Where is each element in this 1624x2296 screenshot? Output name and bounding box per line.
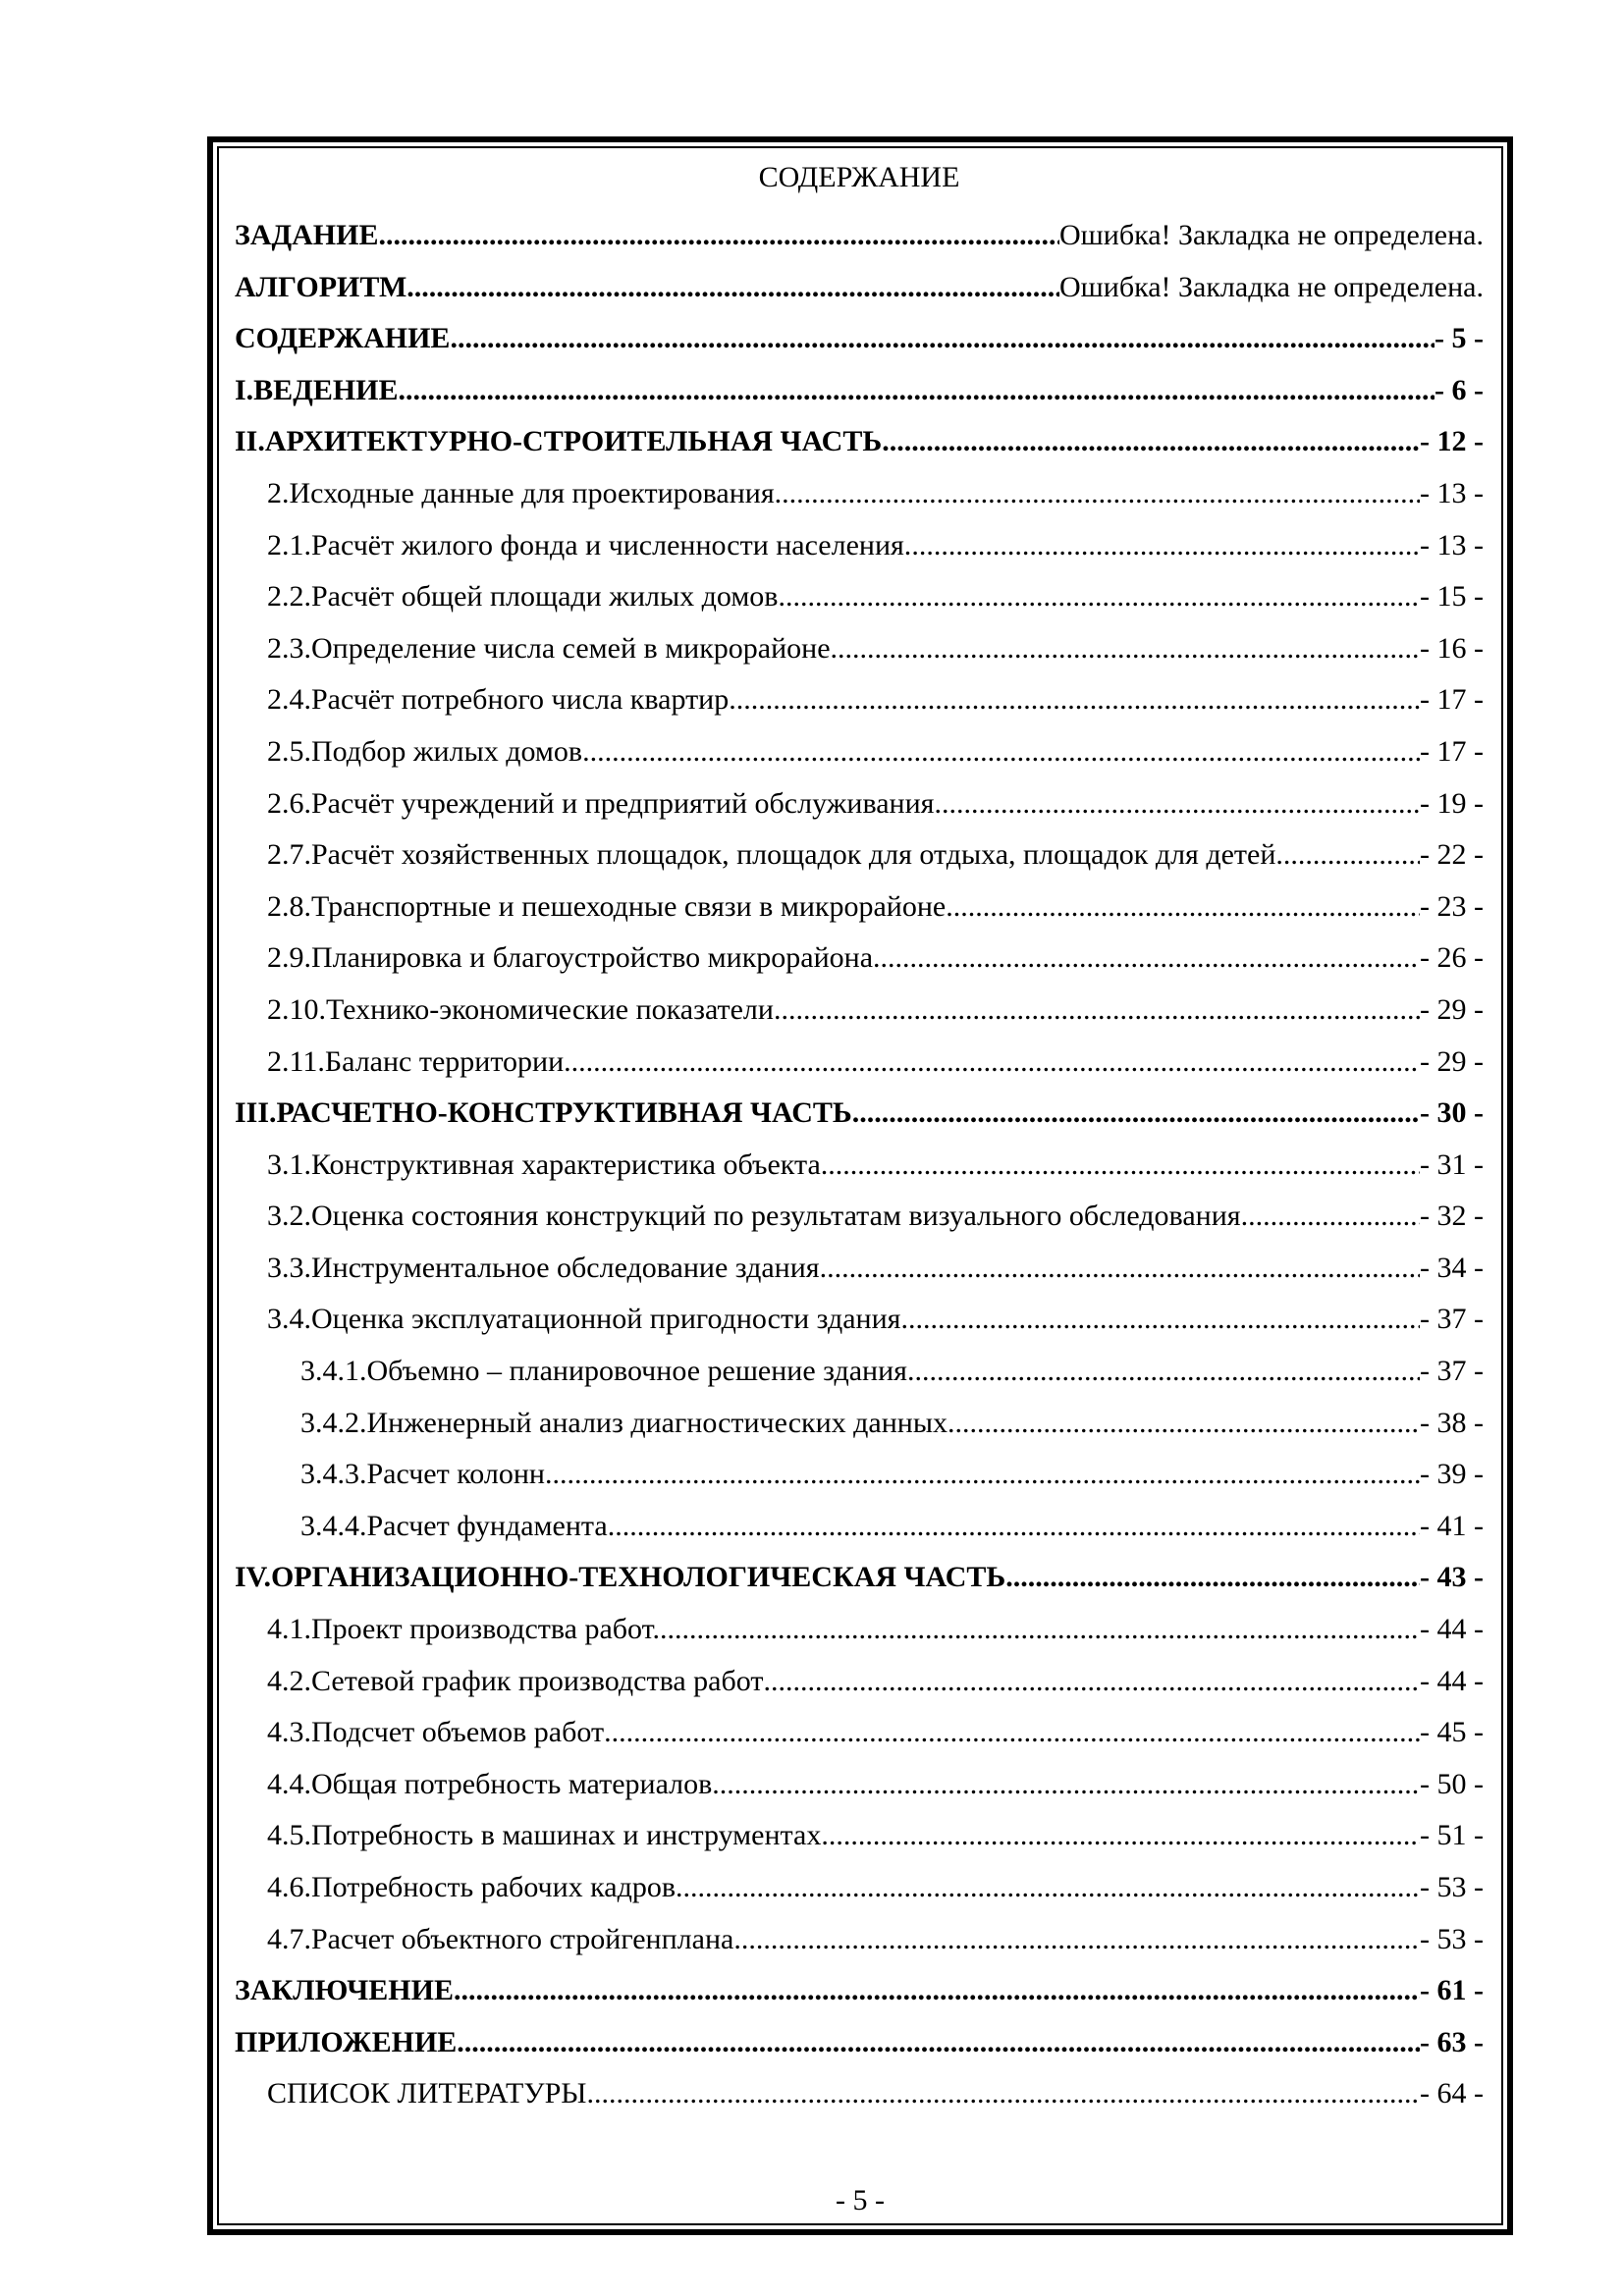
toc-entry[interactable] <box>235 1965 1484 2017</box>
toc-dot-leader <box>399 365 1435 417</box>
toc-dot-leader <box>1005 1552 1420 1604</box>
toc-entry-page: - 13 - <box>1420 528 1484 561</box>
toc-dot-leader <box>552 1449 1420 1501</box>
toc-dot-leader <box>378 210 1059 262</box>
toc-entry-page: - 23 - <box>1420 889 1484 923</box>
toc-entry[interactable] <box>235 1604 1484 1656</box>
toc-entry-page: - 17 - <box>1420 683 1484 717</box>
toc-entry-label: 2.5.Подбор жилых домов <box>267 734 583 768</box>
document-content <box>235 152 1484 2120</box>
toc-entry[interactable] <box>235 2017 1484 2069</box>
toc-entry-label: СОДЕРЖАНИЕ <box>235 322 451 355</box>
toc-entry[interactable] <box>235 210 1484 262</box>
toc-entry-label: ЗАДАНИЕ <box>235 219 379 251</box>
toc-entry-label: 4.3.Подсчет объемов работ <box>267 1716 605 1749</box>
toc-entry-label: I.ВЕДЕНИЕ <box>235 373 399 406</box>
toc-entry-page: - 12 - <box>1420 425 1484 458</box>
toc-dot-leader <box>406 262 1059 314</box>
toc-entry-label: 3.4.1.Объемно – планировочное решение здания <box>300 1355 907 1388</box>
toc-entry-page: - 38 - <box>1420 1406 1484 1439</box>
toc-entry-page: - 39 - <box>1420 1458 1484 1491</box>
toc-entry[interactable] <box>235 1398 1484 1450</box>
toc-entry[interactable] <box>235 1707 1484 1759</box>
toc-entry-page: - 43 - <box>1420 1561 1484 1594</box>
toc-entry-page: Ошибка! Закладка не определена. <box>1059 219 1484 251</box>
toc-dot-leader <box>733 1914 1420 1966</box>
toc-entry-label: ЗАКЛЮЧЕНИЕ <box>235 1974 454 2007</box>
toc-entry[interactable] <box>235 1346 1484 1398</box>
toc-entry[interactable] <box>235 365 1484 417</box>
toc-entry[interactable] <box>235 1449 1484 1501</box>
toc-dot-leader <box>450 313 1435 365</box>
toc-dot-leader <box>778 571 1420 623</box>
toc-entry-page: - 53 - <box>1420 1871 1484 1903</box>
toc-entry[interactable] <box>235 1088 1484 1140</box>
toc-entry-page: - 37 - <box>1420 1355 1484 1388</box>
toc-entry[interactable] <box>235 313 1484 365</box>
toc-dot-leader <box>821 1810 1420 1862</box>
toc-entry[interactable] <box>235 2068 1484 2120</box>
toc-entry[interactable] <box>235 1656 1484 1708</box>
toc-dot-leader <box>582 726 1420 778</box>
toc-entry-label: 4.7.Расчет объектного стройгенплана <box>267 1922 734 1955</box>
toc-dot-leader <box>608 1501 1420 1553</box>
toc-entry-label: 4.2.Сетевой график производства работ <box>267 1664 764 1697</box>
toc-heading: СОДЕРЖАНИЕ <box>758 161 960 193</box>
toc-entry[interactable] <box>235 1191 1484 1243</box>
toc-entry[interactable] <box>235 1552 1484 1604</box>
toc-dot-leader <box>660 1604 1420 1656</box>
toc-dot-leader <box>900 1294 1420 1346</box>
toc-dot-leader <box>586 2068 1420 2120</box>
toc-entry-label: 4.4.Общая потребность материалов <box>267 1767 713 1800</box>
toc-dot-leader <box>852 1088 1420 1140</box>
toc-entry[interactable] <box>235 1037 1484 1089</box>
toc-entry[interactable] <box>235 1810 1484 1862</box>
toc-entry-label: 2.Исходные данные для проектирования. <box>267 476 783 509</box>
toc-entry-label: 2.3.Определение числа семей в микрорайоне <box>267 631 831 665</box>
toc-entry-page: - 50 - <box>1420 1767 1484 1800</box>
toc-entry[interactable] <box>235 1294 1484 1346</box>
toc-dot-leader <box>604 1707 1420 1759</box>
toc-dot-leader <box>947 1398 1420 1450</box>
toc-entry-label: 3.4.Оценка эксплуатационной пригодности здания <box>267 1303 901 1336</box>
toc-entry-label: 2.4.Расчёт потребного числа квартир <box>267 683 730 717</box>
toc-entry-label: 2.10.Технико-экономические показатели <box>267 992 774 1026</box>
toc-dot-leader <box>907 1346 1420 1398</box>
toc-entry-page: - 44 - <box>1420 1613 1484 1646</box>
toc-entry-label: 3.2.Оценка состояния конструкций по результатам визуального обследования <box>267 1200 1241 1233</box>
toc-entry[interactable] <box>235 1759 1484 1811</box>
toc-dot-leader <box>571 1037 1420 1089</box>
toc-entry-page: - 6 - <box>1435 373 1484 406</box>
toc-entry-page: - 26 - <box>1420 941 1484 975</box>
toc-entry[interactable] <box>235 571 1484 623</box>
toc-dot-leader <box>457 2017 1420 2069</box>
toc-entry-page: - 63 - <box>1420 2025 1484 2058</box>
toc-dot-leader <box>1241 1191 1420 1243</box>
toc-entry[interactable] <box>235 262 1484 314</box>
toc-entry[interactable] <box>235 829 1484 881</box>
toc-entry[interactable] <box>235 1914 1484 1966</box>
toc-entry-page: - 53 - <box>1420 1922 1484 1955</box>
toc-entry-page: - 5 - <box>1435 322 1484 355</box>
toc-entry-page: - 15 - <box>1420 580 1484 614</box>
toc-entry-label: 2.1.Расчёт жилого фонда и численности населения. <box>267 528 912 561</box>
toc-entry-label: 3.4.4.Расчет фундамента <box>300 1509 608 1542</box>
toc-entry-label: II.АРХИТЕКТУРНО-СТРОИТЕЛЬНАЯ ЧАСТЬ <box>235 425 883 458</box>
toc-entry[interactable] <box>235 1501 1484 1553</box>
toc-entry[interactable] <box>235 520 1484 572</box>
toc-entry-label: 4.5.Потребность в машинах и инструментах <box>267 1819 822 1852</box>
toc-entry-page: - 37 - <box>1420 1303 1484 1336</box>
toc-entry-page: - 19 - <box>1420 786 1484 820</box>
toc-entry-page: - 51 - <box>1420 1819 1484 1852</box>
toc-dot-leader <box>911 520 1420 572</box>
toc-entry-label: ПРИЛОЖЕНИЕ <box>235 2025 458 2058</box>
toc-entry-page: - 64 - <box>1420 2077 1484 2110</box>
toc-entry-label: IV.ОРГАНИЗАЦИОННО-ТЕХНОЛОГИЧЕСКАЯ ЧАСТЬ <box>235 1561 1006 1594</box>
toc-entry-label: 2.7.Расчёт хозяйственных площадок, площадок для отдыха, площадок для детей. <box>267 838 1283 872</box>
toc-dot-leader <box>454 1965 1420 2017</box>
toc-entry-page: Ошибка! Закладка не определена. <box>1059 270 1484 303</box>
toc-dot-leader <box>1283 829 1420 881</box>
toc-entry-page: - 17 - <box>1420 734 1484 768</box>
toc-entry-page: - 29 - <box>1420 1044 1484 1078</box>
toc-entry-page: - 44 - <box>1420 1664 1484 1697</box>
toc-entry-label: 2.8.Транспортные и пешеходные связи в микрорайоне <box>267 889 947 923</box>
toc-entry-page: - 13 - <box>1420 476 1484 509</box>
toc-entry-label: 2.11.Баланс территории. <box>267 1044 571 1078</box>
toc-entry-label: 2.9.Планировка и благоустройство микрорайона. <box>267 941 881 975</box>
toc-dot-leader <box>831 623 1420 675</box>
toc-entry-page: - 30 - <box>1420 1096 1484 1130</box>
toc-entry-label: 3.4.3.Расчет колонн. <box>300 1458 553 1491</box>
toc-entry-label: 4.6.Потребность рабочих кадров <box>267 1871 677 1903</box>
toc-entry-page: - 45 - <box>1420 1716 1484 1749</box>
toc-dot-leader <box>676 1862 1420 1914</box>
toc-entry[interactable] <box>235 933 1484 985</box>
toc-entry-page: - 16 - <box>1420 631 1484 665</box>
toc-entry-label: 2.2.Расчёт общей площади жилых домов <box>267 580 779 614</box>
toc-entry-page: - 32 - <box>1420 1200 1484 1233</box>
toc-entry[interactable] <box>235 778 1484 830</box>
table-of-contents <box>235 210 1484 2120</box>
toc-entry[interactable] <box>235 1862 1484 1914</box>
toc-entry[interactable] <box>235 985 1484 1037</box>
toc-entry[interactable] <box>235 623 1484 675</box>
page-number: - 5 - <box>836 2184 885 2216</box>
toc-dot-leader <box>821 1140 1420 1192</box>
toc-entry[interactable] <box>235 726 1484 778</box>
toc-entry[interactable] <box>235 416 1484 468</box>
toc-entry-label: АЛГОРИТМ <box>235 270 407 303</box>
toc-dot-leader <box>774 985 1420 1037</box>
toc-entry-page: - 41 - <box>1420 1509 1484 1542</box>
toc-entry-page: - 34 - <box>1420 1251 1484 1284</box>
toc-dot-leader <box>882 416 1420 468</box>
toc-entry[interactable] <box>235 1140 1484 1192</box>
toc-entry-label: III.РАСЧЕТНО-КОНСТРУКТИВНАЯ ЧАСТЬ <box>235 1096 852 1130</box>
toc-dot-leader <box>820 1243 1420 1295</box>
toc-dot-leader <box>712 1759 1420 1811</box>
toc-entry[interactable] <box>235 1243 1484 1295</box>
toc-entry[interactable] <box>235 674 1484 726</box>
toc-dot-leader <box>729 674 1420 726</box>
toc-dot-leader <box>946 881 1420 934</box>
toc-entry[interactable] <box>235 468 1484 520</box>
toc-entry[interactable] <box>235 881 1484 934</box>
toc-entry-label: 3.3.Инструментальное обследование здания <box>267 1251 820 1284</box>
toc-dot-leader <box>942 778 1420 830</box>
toc-entry-page: - 61 - <box>1420 1974 1484 2007</box>
toc-entry-label: 3.1.Конструктивная характеристика объекта <box>267 1148 821 1181</box>
toc-dot-leader <box>881 933 1420 985</box>
toc-dot-leader <box>782 468 1420 520</box>
toc-dot-leader <box>763 1656 1420 1708</box>
toc-entry-label: 3.4.2.Инженерный анализ диагностических данных <box>300 1406 947 1439</box>
toc-entry-label: 4.1.Проект производства работ. <box>267 1613 661 1646</box>
toc-entry-page: - 31 - <box>1420 1148 1484 1181</box>
toc-entry-page: - 22 - <box>1420 838 1484 872</box>
toc-entry-label: 2.6.Расчёт учреждений и предприятий обслуживания. <box>267 786 942 820</box>
toc-entry-page: - 29 - <box>1420 992 1484 1026</box>
toc-entry-label: СПИСОК ЛИТЕРАТУРЫ <box>267 2077 587 2110</box>
